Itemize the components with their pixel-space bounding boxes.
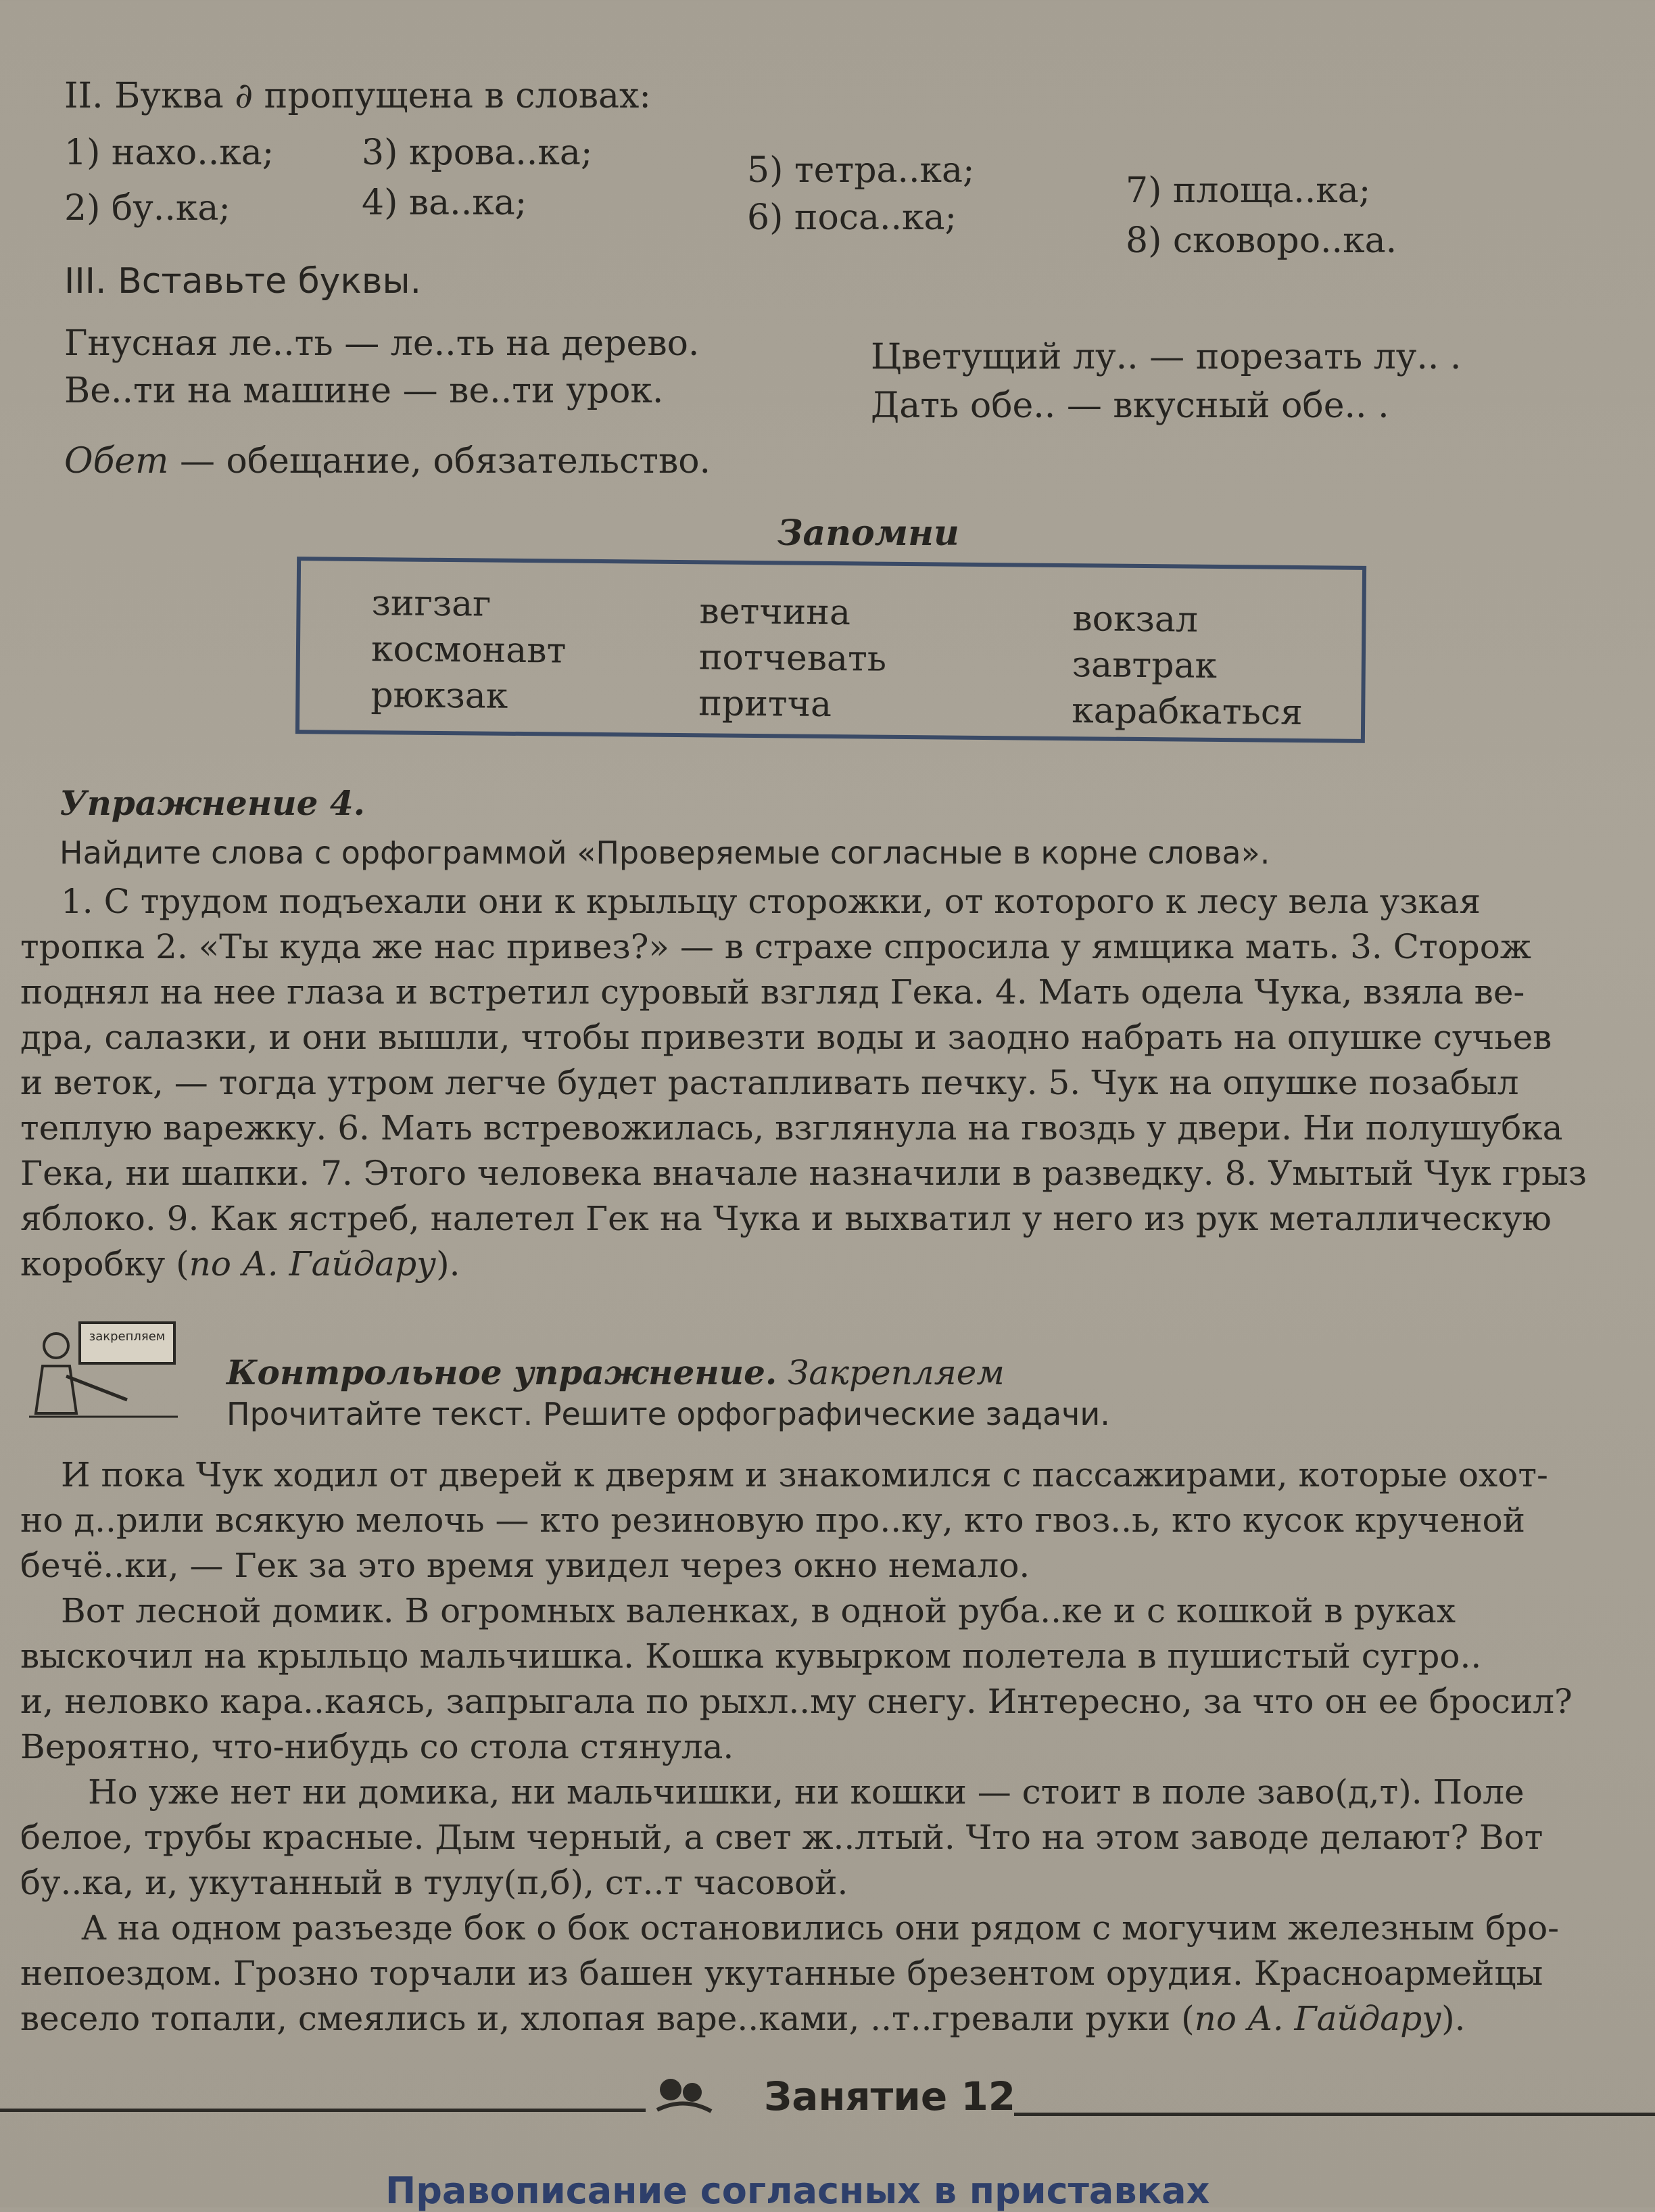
board-label: закрепляем	[89, 1329, 166, 1344]
text-line: выскочил на крыльцо мальчишка. Кошка кувырком полетела в пушистый сугро..	[20, 1637, 1482, 1676]
next-section-heading: Правописание согласных в приставках	[385, 2169, 1210, 2212]
text-line: и веток, — тогда утром легче будет растапливать печку. 5. Чук на опушке позабыл	[20, 1063, 1519, 1102]
control-title-rest: Закрепляем	[777, 1353, 1005, 1392]
text-fragment: ).	[436, 1244, 460, 1284]
text-line: Но уже нет ни домика, ни мальчишки, ни кошки — стоит в поле заво(д,т). Поле	[88, 1772, 1525, 1812]
exercise4-title: Упражнение 4.	[59, 783, 366, 823]
text-line: дра, салазки, и они вышли, чтобы привезти воды и заодно набрать на опушке сучьев	[20, 1018, 1552, 1057]
remember-word: завтрак	[1072, 644, 1218, 686]
section2-item: 8) сковоро..ка.	[1126, 220, 1397, 261]
exercise4-text	[20, 879, 1650, 1287]
text-line: теплую варежку. 6. Мать встревожилась, взглянула на гвоздь у двери. Ни полушубка	[20, 1108, 1563, 1148]
source-attribution: по А. Гайдару	[189, 1244, 437, 1284]
definition-text: — обещание, обязательство.	[168, 441, 711, 481]
remember-column-1	[370, 580, 567, 720]
lesson-label: Занятие 12	[764, 2073, 1016, 2119]
section2-item: 2) бу..ка;	[64, 188, 231, 229]
remember-word: рюкзак	[370, 675, 508, 717]
section2-item: 6) поса..ка;	[747, 197, 957, 238]
exercise4-task: Найдите слова с орфограммой «Проверяемые согласные в корне слова».	[59, 834, 1270, 871]
text-line: Вероятно, что-нибудь со стола стянула.	[20, 1727, 734, 1766]
remember-word: притча	[698, 683, 832, 726]
footer-rule-left	[0, 2109, 646, 2112]
text-line: непоездом. Грозно торчали из башен укутанные брезентом орудия. Красноармейцы	[20, 1954, 1543, 1993]
text-line: и, неловко кара..каясь, запрыгала по рыхл..му снегу. Интересно, за что он ее бросил?	[20, 1682, 1573, 1721]
text-line: но д..рили всякую мелочь — кто резиновую про..ку, кто гвоз..ь, кто кусок крученой	[20, 1501, 1525, 1540]
section2-title: II. Буква ∂ пропущена в словах:	[64, 76, 651, 116]
section3-line: Дать обе.. — вкусный обе.. .	[871, 385, 1389, 426]
text-line: поднял на нее глаза и встретил суровый взгляд Гека. 4. Мать одела Чука, взяла ве-	[20, 972, 1525, 1012]
section3-line: Цветущий лу.. — порезать лу.. .	[871, 337, 1462, 377]
remember-word: зигзаг	[371, 583, 491, 625]
control-text	[20, 1453, 1650, 2042]
text-line: белое, трубы красные. Дым черный, а свет ж..лтый. Что на этом заводе делают? Вот	[20, 1818, 1543, 1857]
control-title-bold: Контрольное упражнение.	[226, 1352, 777, 1392]
text-line	[20, 1242, 1650, 1287]
text-fragment: коробку (	[20, 1244, 189, 1284]
text-line: И пока Чук ходил от дверей к дверям и знакомился с пассажирами, которые охот-	[61, 1455, 1548, 1495]
text-fragment: весело топали, смеялись и, хлопая варе..ками, ..т..гревали руки (	[20, 1999, 1195, 2038]
control-title	[226, 1352, 1005, 1392]
definition	[64, 441, 711, 481]
remember-word: карабкаться	[1071, 690, 1303, 734]
section3-line: Гнусная ле..ть — ле..ть на дерево.	[64, 323, 700, 364]
text-line: тропка 2. «Ты куда же нас привез?» — в страхе спросила у ямщика мать. 3. Сторож	[20, 927, 1531, 966]
text-line	[20, 1996, 1650, 2042]
text-line: А на одном разъезде бок о бок остановились они рядом с могучим железным бро-	[81, 1908, 1560, 1948]
remember-title: Запомни	[777, 513, 959, 554]
text-line: 1. С трудом подъехали они к крыльцу сторожки, от которого к лесу вела узкая	[61, 882, 1481, 921]
remember-word: космонавт	[370, 629, 567, 672]
text-line: Гека, ни шапки. 7. Этого человека вначале назначили в разведку. 8. Умытый Чук грыз	[20, 1154, 1587, 1193]
remember-column-3	[1072, 596, 1303, 736]
section2-item: 3) крова..ка;	[362, 133, 593, 173]
remember-word: вокзал	[1072, 598, 1199, 640]
section3-title: III. Вставьте буквы.	[64, 261, 422, 302]
text-line: бу..ка, и, укутанный в тулу(п,б), ст..т часовой.	[20, 1863, 848, 1902]
remember-column-2	[698, 588, 887, 728]
section2-item: 4) ва..ка;	[362, 183, 527, 223]
source-attribution: по А. Гайдару	[1194, 1999, 1442, 2038]
definition-term: Обет	[64, 441, 169, 481]
control-task: Прочитайте текст. Решите орфографические задачи.	[226, 1396, 1110, 1432]
teacher-board-icon	[26, 1319, 181, 1420]
text-fragment: ).	[1441, 1999, 1466, 2038]
remember-word: потчевать	[698, 637, 887, 680]
text-line: Вот лесной домик. В огромных валенках, в одной руба..ке и с кошкой в руках	[61, 1591, 1456, 1630]
remember-word: ветчина	[699, 591, 851, 634]
ornament-icon	[650, 2069, 718, 2123]
section2-item: 5) тетра..ка;	[747, 150, 975, 191]
text-line: бечё..ки, — Гек за это время увидел через окно немало.	[20, 1546, 1030, 1585]
section2-item: 7) площа..ка;	[1126, 170, 1371, 211]
remember-box	[295, 557, 1366, 743]
footer-rule-right	[1014, 2113, 1655, 2116]
text-line: яблоко. 9. Как ястреб, налетел Гек на Чука и выхватил у него из рук металлическую	[20, 1199, 1552, 1238]
section2-item: 1) нахо..ка;	[64, 133, 274, 173]
section3-line: Ве..ти на машине — ве..ти урок.	[64, 371, 664, 411]
